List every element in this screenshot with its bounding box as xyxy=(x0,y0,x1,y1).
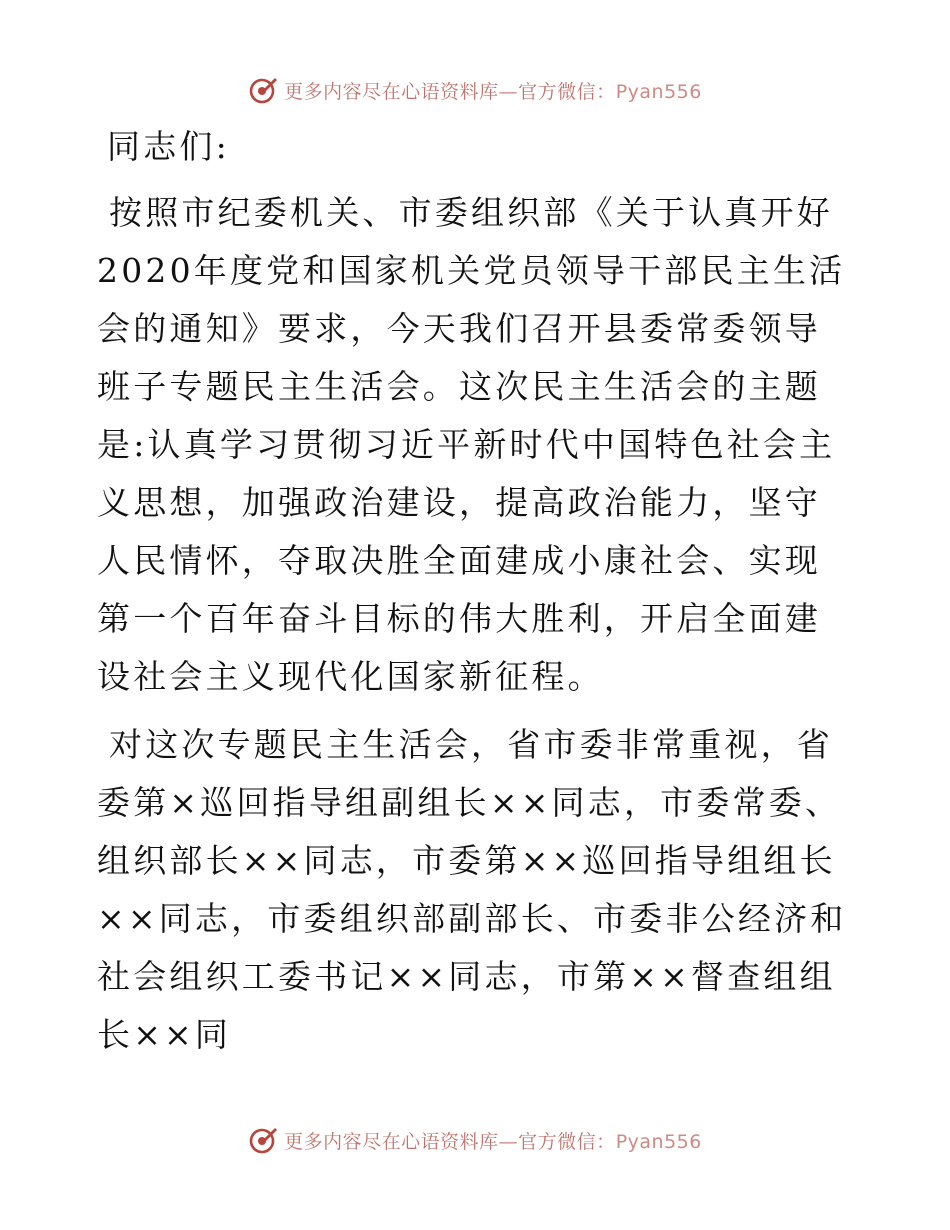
header-site-name: 更多内容尽在心语资料库 xyxy=(284,80,499,103)
paragraph-1: 按照市纪委机关、市委组织部《关于认真开好2020年度党和国家机关党员领导干部民主生活会的通知》要求，今天我们召开县委常委领导班子专题民主生活会。这次民主生活会的主题是:认真学习贯彻习近平新时代中国特色社会主义思想，加强政治建设，提高政治能力，坚守人民情怀，夺取决胜全面建成小康社会、实现第一个百年奋斗目标的伟大胜利，开启全面建设社会主义现代化国家新征程。 xyxy=(97,193,846,696)
header-wechat-label: 官方微信： xyxy=(518,80,616,103)
header-banner-text xyxy=(284,77,702,104)
paragraph-2: 对这次专题民主生活会，省市委非常重视，省委第×巡回指导组副组长××同志，市委常委、组织部长××同志，市委第××巡回指导组组长××同志，市委组织部副部长、市委非公经济和社会组织工委书记××同志，市第××督查组组长××同 xyxy=(97,725,847,1054)
greeting: 同志们: xyxy=(107,127,230,166)
footer-wechat-id: Pyan556 xyxy=(615,1130,702,1153)
footer-banner-text xyxy=(284,1127,702,1154)
footer-site-name: 更多内容尽在心语资料库 xyxy=(284,1130,499,1153)
footer-separator: — xyxy=(498,1130,519,1153)
header-separator: — xyxy=(498,80,519,103)
pen-logo-icon xyxy=(248,1125,278,1155)
header-watermark-banner xyxy=(0,70,950,110)
document-body xyxy=(97,118,857,1064)
footer-wechat-label: 官方微信： xyxy=(518,1130,616,1153)
footer-watermark-banner xyxy=(0,1120,950,1160)
pen-logo-icon xyxy=(248,75,278,105)
header-wechat-id: Pyan556 xyxy=(615,80,702,103)
